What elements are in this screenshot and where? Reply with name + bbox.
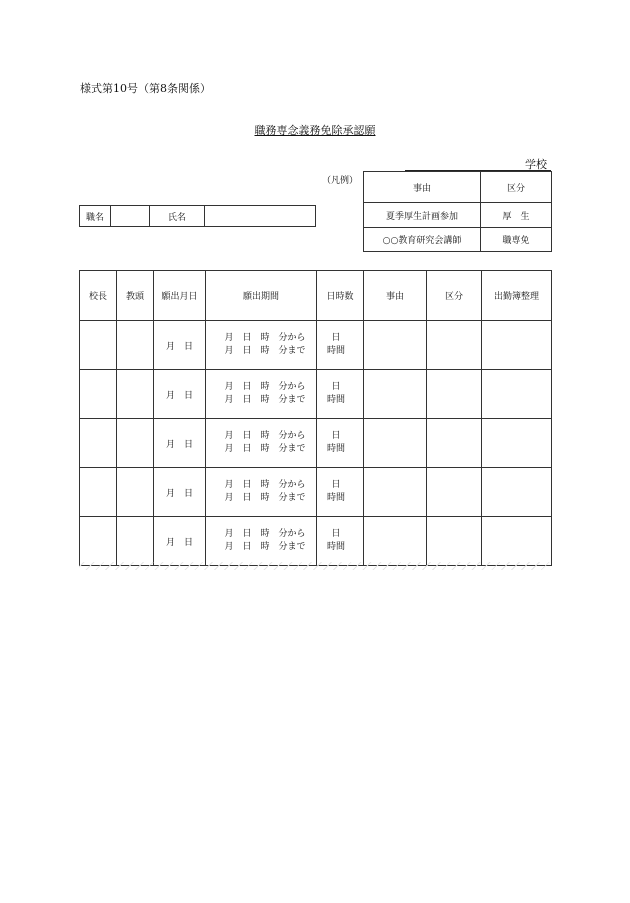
application-table — [79, 270, 552, 566]
applicant-table — [79, 205, 316, 227]
reason-cell[interactable] — [364, 419, 427, 468]
header-attendance: 出勤簿整理 — [482, 271, 552, 321]
header-principal: 校長 — [80, 271, 117, 321]
torn-edge-decoration — [79, 562, 551, 570]
reason-cell[interactable] — [364, 468, 427, 517]
category-cell[interactable] — [427, 517, 482, 566]
vice-principal-seal-cell[interactable] — [117, 517, 154, 566]
period-cell[interactable] — [206, 321, 317, 370]
date-cell[interactable]: 月 日 — [154, 321, 206, 370]
legend-table — [363, 171, 552, 252]
days-hours-cell[interactable] — [317, 419, 364, 468]
reason-cell[interactable] — [364, 517, 427, 566]
hours-text: 時間 — [326, 493, 345, 503]
legend-row — [364, 203, 552, 228]
header-application-date: 願出月日 — [154, 271, 206, 321]
position-label: 職名 — [80, 206, 111, 227]
legend-reason: 夏季厚生計画参加 — [364, 203, 481, 228]
category-cell[interactable] — [427, 419, 482, 468]
legend-category: 厚 生 — [481, 203, 552, 228]
days-text: 日 — [331, 480, 341, 490]
hours-text: 時間 — [326, 444, 345, 454]
date-cell[interactable]: 月 日 — [154, 468, 206, 517]
principal-seal-cell[interactable] — [80, 468, 117, 517]
header-reason: 事由 — [364, 271, 427, 321]
applicant-row — [80, 206, 316, 227]
legend-header-category: 区分 — [481, 172, 552, 203]
vice-principal-seal-cell[interactable] — [117, 370, 154, 419]
days-text: 日 — [331, 333, 341, 343]
category-cell[interactable] — [427, 370, 482, 419]
days-hours-cell[interactable] — [317, 517, 364, 566]
attendance-cell[interactable] — [482, 321, 552, 370]
document-title-wrap — [0, 122, 630, 138]
legend-category: 職専免 — [481, 228, 552, 252]
reason-cell[interactable] — [364, 321, 427, 370]
legend-row — [364, 228, 552, 252]
principal-seal-cell[interactable] — [80, 321, 117, 370]
vice-principal-seal-cell[interactable] — [117, 321, 154, 370]
period-cell[interactable] — [206, 419, 317, 468]
hours-text: 時間 — [326, 346, 345, 356]
table-row — [80, 370, 552, 419]
position-field[interactable] — [111, 206, 150, 227]
category-cell[interactable] — [427, 321, 482, 370]
date-cell[interactable]: 月 日 — [154, 419, 206, 468]
form-number: 様式第10号（第8条関係） — [80, 82, 211, 95]
legend-reason: ○○教育研究会講師 — [364, 228, 481, 252]
date-cell[interactable]: 月 日 — [154, 517, 206, 566]
document-title: 職務専念義務免除承認願 — [254, 124, 376, 137]
hours-text: 時間 — [326, 395, 345, 405]
period-cell[interactable] — [206, 370, 317, 419]
period-to: 月 日 時 分まで — [224, 542, 306, 552]
period-cell[interactable] — [206, 468, 317, 517]
period-from: 月 日 時 分から — [224, 333, 306, 343]
principal-seal-cell[interactable] — [80, 419, 117, 468]
hours-text: 時間 — [326, 542, 345, 552]
attendance-cell[interactable] — [482, 468, 552, 517]
name-label: 氏名 — [150, 206, 205, 227]
period-to: 月 日 時 分まで — [224, 493, 306, 503]
period-from: 月 日 時 分から — [224, 529, 306, 539]
period-from: 月 日 時 分から — [224, 382, 306, 392]
attendance-cell[interactable] — [482, 370, 552, 419]
school-label: 学校 — [525, 158, 547, 171]
period-to: 月 日 時 分まで — [224, 346, 306, 356]
period-to: 月 日 時 分まで — [224, 395, 306, 405]
days-text: 日 — [331, 382, 341, 392]
header-period: 願出期間 — [206, 271, 317, 321]
days-text: 日 — [331, 529, 341, 539]
legend-label: （凡例） — [322, 176, 359, 186]
legend-header-reason: 事由 — [364, 172, 481, 203]
days-hours-cell[interactable] — [317, 321, 364, 370]
table-row — [80, 468, 552, 517]
period-to: 月 日 時 分まで — [224, 444, 306, 454]
table-row — [80, 419, 552, 468]
period-from: 月 日 時 分から — [224, 480, 306, 490]
principal-seal-cell[interactable] — [80, 517, 117, 566]
name-field[interactable] — [205, 206, 316, 227]
principal-seal-cell[interactable] — [80, 370, 117, 419]
table-row — [80, 517, 552, 566]
header-category: 区分 — [427, 271, 482, 321]
vice-principal-seal-cell[interactable] — [117, 419, 154, 468]
school-name-field[interactable] — [405, 156, 551, 171]
days-hours-cell[interactable] — [317, 370, 364, 419]
vice-principal-seal-cell[interactable] — [117, 468, 154, 517]
attendance-cell[interactable] — [482, 517, 552, 566]
days-text: 日 — [331, 431, 341, 441]
table-header-row — [80, 271, 552, 321]
period-from: 月 日 時 分から — [224, 431, 306, 441]
attendance-cell[interactable] — [482, 419, 552, 468]
category-cell[interactable] — [427, 468, 482, 517]
date-cell[interactable]: 月 日 — [154, 370, 206, 419]
legend-header-row — [364, 172, 552, 203]
reason-cell[interactable] — [364, 370, 427, 419]
header-days-hours: 日時数 — [317, 271, 364, 321]
days-hours-cell[interactable] — [317, 468, 364, 517]
header-vice-principal: 教頭 — [117, 271, 154, 321]
period-cell[interactable] — [206, 517, 317, 566]
table-row — [80, 321, 552, 370]
